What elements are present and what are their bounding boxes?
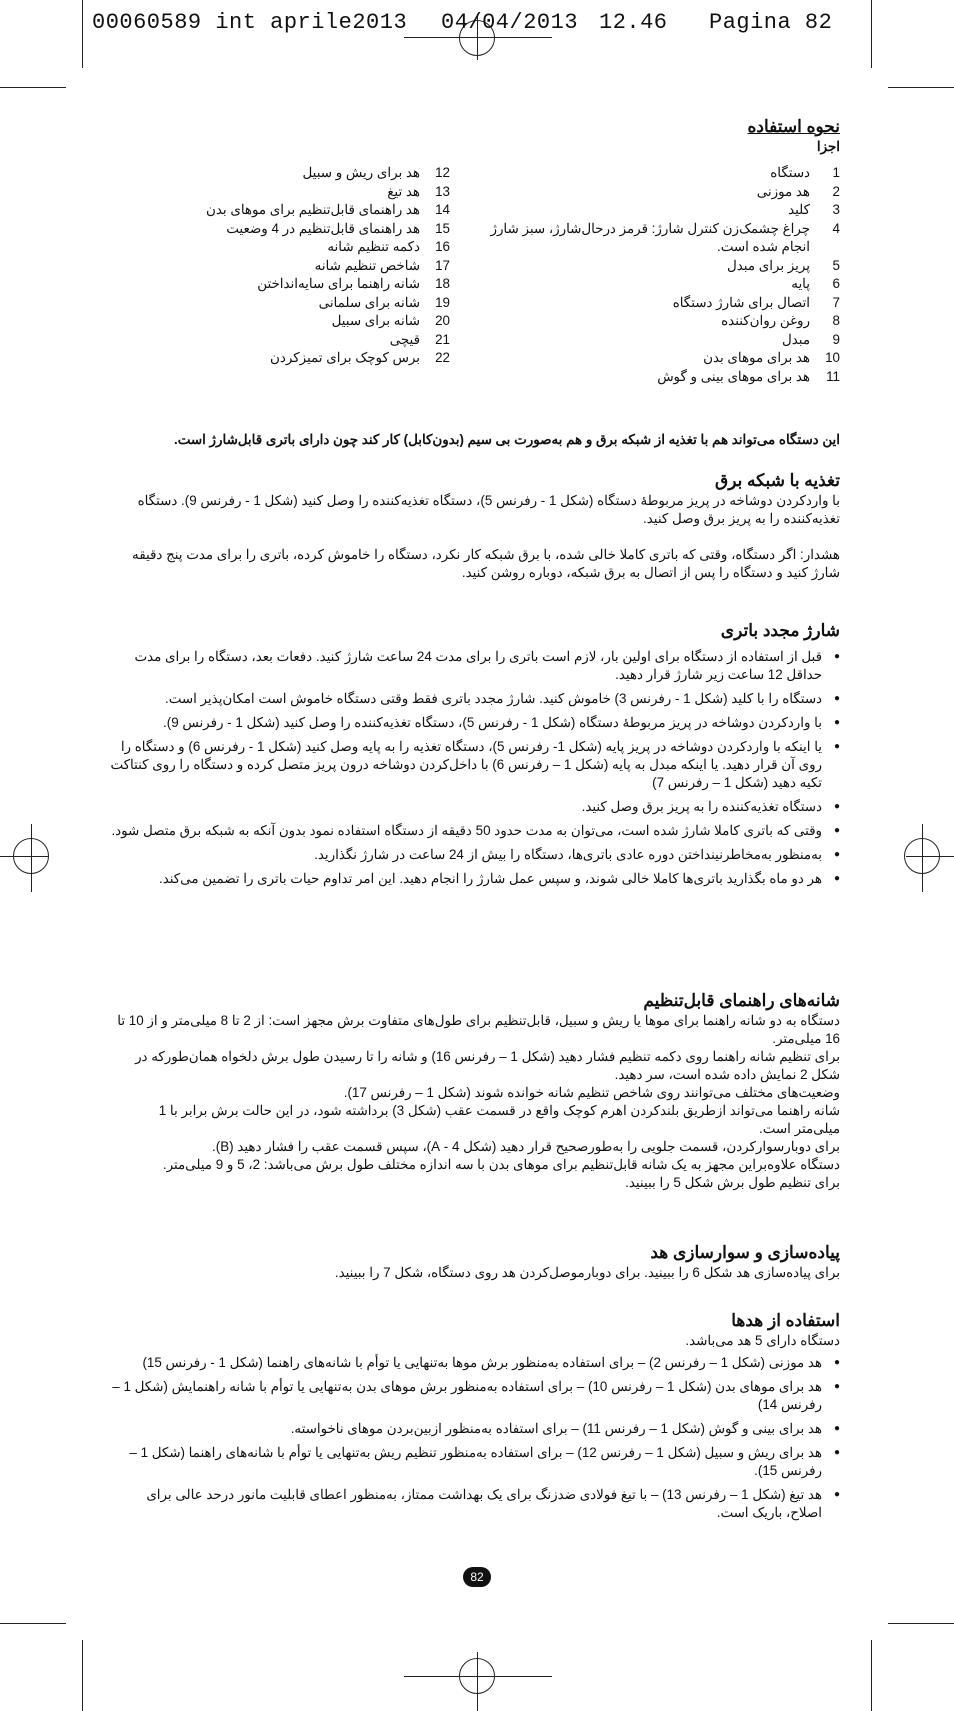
part-label: مبدل	[782, 331, 810, 347]
heads-bullet-item: ● هد برای ریش و سبیل (شکل 1 – رفرنس 12) – برای استفاده به‌منظور تنظیم ریش به‌تنهایی یا توأم با شانه‌های راهنما (شکل 1 – رفرنس 15).	[110, 1444, 840, 1480]
heads-mount-section	[110, 1242, 840, 1282]
parts-list-item	[490, 368, 840, 387]
part-number: 4	[832, 220, 840, 236]
part-label: هد برای موهای بدن	[703, 350, 810, 365]
print-slug	[92, 8, 882, 38]
part-label: پریز برای مبدل	[727, 257, 810, 273]
slug-time: 12.46	[599, 10, 668, 35]
mains-warning-paragraph: هشدار: اگر دستگاه، وقتی که باتری کاملا خالی شده، با برق شبکه کار نکرد، دستگاه را خاموش کرده، باتری را برای مدت پنج دقیقه شارژ کنید و دستگاه را پس از اتصال به برق شبکه، دوباره روشن کنید.	[132, 547, 840, 580]
part-number: 11	[826, 368, 840, 384]
part-label: دستگاه	[770, 165, 810, 180]
part-label: شانه راهنما برای سایه‌انداختن	[257, 276, 420, 291]
crop-mark-top-left-vertical	[82, 0, 83, 68]
part-label: قیچی	[389, 331, 420, 347]
part-label: هد تیغ	[387, 183, 420, 199]
parts-list-item	[490, 312, 840, 331]
heads-mount-text: برای پیاده‌سازی هد شکل 6 را ببینید. برای دوبارموصل‌کردن هد روی دستگاه، شکل 7 را ببینید.	[334, 1265, 840, 1280]
part-number: 19	[435, 294, 450, 310]
part-number: 21	[435, 331, 450, 347]
part-number: 5	[832, 257, 840, 273]
part-number: 16	[435, 239, 450, 254]
parts-list-item	[490, 164, 840, 183]
parts-list-item	[190, 257, 450, 276]
part-label: شانه برای سبیل	[331, 313, 420, 328]
part-label: چراغ چشمک‌زن کنترل شارژ: قرمز درحال‌شارژ، سبز شارژ انجام شده است.	[490, 220, 810, 254]
part-number: 9	[832, 331, 840, 347]
part-label: اتصال برای شارژ دستگاه	[672, 294, 810, 310]
heads-bullet-item: ● هد موزنی (شکل 1 – رفرنس 2) – برای استفاده به‌منظور برش موها به‌تنهایی یا توأم با شانه‌های راهنما (شکل 1 - رفرنس 15)	[110, 1354, 840, 1372]
parts-heading-block	[500, 116, 840, 156]
combs-paragraph: برای دوبارسوارکردن، قسمت جلویی را به‌طورصحیح قرار دهید (شکل 4 - A)، سپس قسمت عقب را فشار دهید (B).	[212, 1139, 840, 1154]
combs-paragraph: وضعیت‌های مختلف می‌توانند روی شاخص تنظیم شانه خوانده شوند (شکل 1 – رفرنس 17).	[343, 1085, 840, 1100]
heads-use-section	[110, 1310, 840, 1528]
parts-list-item	[490, 183, 840, 202]
section-title-recharge: شارژ مجدد باتری	[720, 621, 840, 640]
part-number: 15	[435, 220, 450, 236]
intro-note: این دستگاه می‌تواند هم با تغذیه از شبکه برق و هم به‌صورت بی سیم (بدون‌کابل) کار کند چون دارای باتری قابل‌شارژ است.	[174, 432, 840, 447]
recharge-bullet-item: ● وقتی که باتری کاملا شارژ شده است، می‌توان به مدت حدود 50 دقیقه از دستگاه استفاده نمود بدون آنکه به شبکه برق متصل شود.	[110, 822, 840, 840]
heads-bullet-item: ● هد تیغ (شکل 1 – رفرنس 13) – با تیغ فولادی ضدزنگ برای یک بهداشت ممتاز، به‌منظور اعطای قابلیت مانور درحد عالی برای اصلاح، باریک است.	[110, 1486, 840, 1522]
crop-mark-bottom-right-vertical	[871, 1640, 872, 1711]
part-number: 3	[832, 202, 840, 217]
part-label: هد موزنی	[756, 183, 810, 199]
crop-mark-bottom-left-horizontal	[0, 1623, 66, 1624]
recharge-section	[110, 620, 840, 894]
crop-mark-bottom-left-vertical	[82, 1640, 83, 1711]
parts-list-item	[490, 201, 840, 220]
combs-paragraph: دستگاه علاوه‌براین مجهز به یک شانه قابل‌تنظیم برای موهای بدن با سه اندازه مختلف طول برش می‌باشد: 2، 5 و 9 میلی‌متر.	[162, 1157, 840, 1172]
parts-list-item	[190, 220, 450, 239]
slug-page: Pagina 82	[709, 10, 833, 35]
mains-paragraph-1: با واردکردن دوشاخه در پریز مربوطهٔ دستگاه (شکل 1 - رفرنس 5)، دستگاه تغذیه‌کننده را وصل کنید (شکل 1 - رفرنس 9). دستگاه تغذیه‌کننده را به پریز برق وصل کنید.	[137, 493, 840, 526]
slug-job: 00060589 int aprile2013	[92, 10, 408, 35]
recharge-bullet-item: ● به‌منظور به‌مخاطرنینداختن دوره عادی باتری‌ها، دستگاه را بیش از 24 ساعت در شارژ نگذارید.	[110, 846, 840, 864]
combs-paragraph: شانه راهنما می‌تواند ازطریق بلندکردن اهرم کوچک واقع در قسمت عقب (شکل 3) برداشته شود، در این حالت برش برابر با 1 میلی‌متر است.	[158, 1103, 840, 1136]
parts-list-item	[190, 275, 450, 294]
part-number: 14	[435, 202, 450, 217]
part-number: 20	[435, 313, 450, 328]
section-title-combs: شانه‌های راهنمای قابل‌تنظیم	[643, 991, 840, 1010]
part-label: برس کوچک برای تمیزکردن	[270, 350, 420, 365]
parts-list-left	[190, 164, 450, 368]
part-number: 10	[825, 350, 840, 365]
parts-list-item	[490, 275, 840, 294]
parts-list-item	[490, 331, 840, 350]
part-label: هد برای ریش و سبیل	[302, 165, 420, 180]
part-label: هد راهنمای قابل‌تنظیم در 4 وضعیت	[226, 220, 420, 236]
registration-right-circle	[904, 838, 940, 874]
parts-list-item	[190, 201, 450, 220]
recharge-bullet-item: ● دستگاه تغذیه‌کننده را به پریز برق وصل کنید.	[110, 798, 840, 816]
heads-bullet-item: ● هد برای موهای بدن (شکل 1 – رفرنس 10) – برای استفاده به‌منظور برش موهای بدن به‌تنهایی یا توأم با شانه راهنمایش (شکل 1 – رفرنس 14)	[110, 1378, 840, 1414]
parts-list-item	[190, 238, 450, 257]
part-label: کلید	[788, 202, 810, 217]
parts-subtitle: اجزا	[816, 139, 840, 154]
recharge-bullet-item: ● هر دو ماه بگذارید باتری‌ها کاملا خالی شوند، و سپس عمل شارژ را انجام دهید. این امر تداوم حیات باتری را تضمین می‌کند.	[110, 870, 840, 888]
registration-left-circle	[13, 838, 49, 874]
parts-list-item	[190, 312, 450, 331]
recharge-bullet-item: ● یا اینکه با واردکردن دوشاخه در پریز پایه (شکل 1- رفرنس 5)، دستگاه تغذیه را به پایه وصل کنید (شکل 1 - رفرنس 6) و دستگاه را روی آن قرار دهید. یا اینکه مبدل به پایه (شکل 1 – رفرنس 6) با داخل‌کردن دوشاخه درون پریز متصل کرده و دستگاه را روی کنتاکت تکیه دهید (شکل 1 – رفرنس 7)	[110, 738, 840, 792]
crop-mark-top-left-horizontal	[0, 87, 66, 88]
recharge-bullet-item: ● دستگاه را با کلید (شکل 1 - رفرنس 3) خاموش کنید. شارژ مجدد باتری فقط وقتی دستگاه خاموش است امکان‌پذیر است.	[110, 690, 840, 708]
section-title-heads-use: استفاده از هدها	[731, 1311, 840, 1330]
combs-paragraph: دستگاه به دو شانه راهنما برای موها یا ریش و سبیل، قابل‌تنظیم برای طول‌های متفاوت برش مجهز است: از 2 تا 8 میلی‌متر و از 10 تا 16 میلی‌متر.	[117, 1013, 840, 1046]
part-label: دکمه تنظیم شانه	[327, 239, 420, 254]
parts-list-right	[490, 164, 840, 386]
parts-list-item	[190, 331, 450, 350]
part-number: 18	[435, 276, 450, 291]
part-number: 1	[832, 165, 840, 180]
parts-list-item	[190, 183, 450, 202]
part-number: 2	[832, 183, 840, 199]
combs-paragraph: برای تنظیم طول برش شکل 5 را ببینید.	[625, 1175, 840, 1190]
part-label: روغن روان‌کننده	[721, 313, 810, 328]
registration-bottom-circle	[459, 1658, 495, 1694]
parts-list-item	[490, 349, 840, 368]
section-title-heads-mount: پیاده‌سازی و سوارسازی هد	[650, 1243, 840, 1262]
recharge-bullet-item: ● قبل از استفاده از دستگاه برای اولین بار، لازم است باتری را برای مدت 24 ساعت شارژ کنید. دفعات بعد، دستگاه را برای مدت حداقل 12 ساعت زیر شارژ قرار دهید.	[110, 648, 840, 684]
parts-list-item	[190, 349, 450, 368]
part-label: شاخص تنظیم شانه	[314, 257, 420, 273]
combs-paragraph: برای تنظیم شانه راهنما روی دکمه تنظیم فشار دهید (شکل 1 – رفرنس 16) و شانه را تا رسیدن طول برش دلخواه همان‌طورکه در شکل 2 نمایش داده شده است، سر دهید.	[135, 1049, 840, 1082]
part-number: 17	[435, 257, 450, 273]
parts-list-item	[190, 294, 450, 313]
part-number: 7	[832, 294, 840, 310]
crop-mark-top-right-horizontal	[888, 87, 954, 88]
page-number-badge: 82	[463, 1567, 491, 1587]
parts-list-item	[490, 294, 840, 313]
part-label: هد راهنمای قابل‌تنظیم برای موهای بدن	[206, 202, 420, 217]
section-title-mains: تغذیه با شبکه برق	[715, 471, 840, 490]
parts-list-item	[490, 257, 840, 276]
part-number: 13	[435, 183, 450, 199]
part-label: هد برای موهای بینی و گوش	[657, 368, 810, 384]
parts-list-item	[490, 220, 840, 257]
heads-bullet-item: ● هد برای بینی و گوش (شکل 1 – رفرنس 11) – برای استفاده به‌منظور ازبین‌بردن موهای ناخواسته.	[110, 1420, 840, 1438]
part-number: 22	[435, 350, 450, 365]
part-label: شانه برای سلمانی	[318, 294, 420, 310]
part-number: 8	[832, 313, 840, 328]
crop-mark-bottom-right-horizontal	[888, 1623, 954, 1624]
part-label: پایه	[791, 276, 810, 291]
heads-use-intro: دستگاه دارای 5 هد می‌باشد.	[685, 1333, 840, 1348]
slug-date: 04/04/2013	[441, 10, 579, 35]
combs-section	[110, 990, 840, 1192]
part-number: 6	[832, 276, 840, 291]
section-title-usage: نحوه استفاده	[747, 117, 840, 136]
mains-section	[110, 470, 840, 582]
recharge-bullet-item: ● با واردکردن دوشاخه در پریز مربوطهٔ دستگاه (شکل 1 - رفرنس 5)، دستگاه تغذیه‌کننده را وصل کنید (شکل 1 - رفرنس 9).	[110, 714, 840, 732]
part-number: 12	[435, 165, 450, 180]
parts-list-item	[190, 164, 450, 183]
